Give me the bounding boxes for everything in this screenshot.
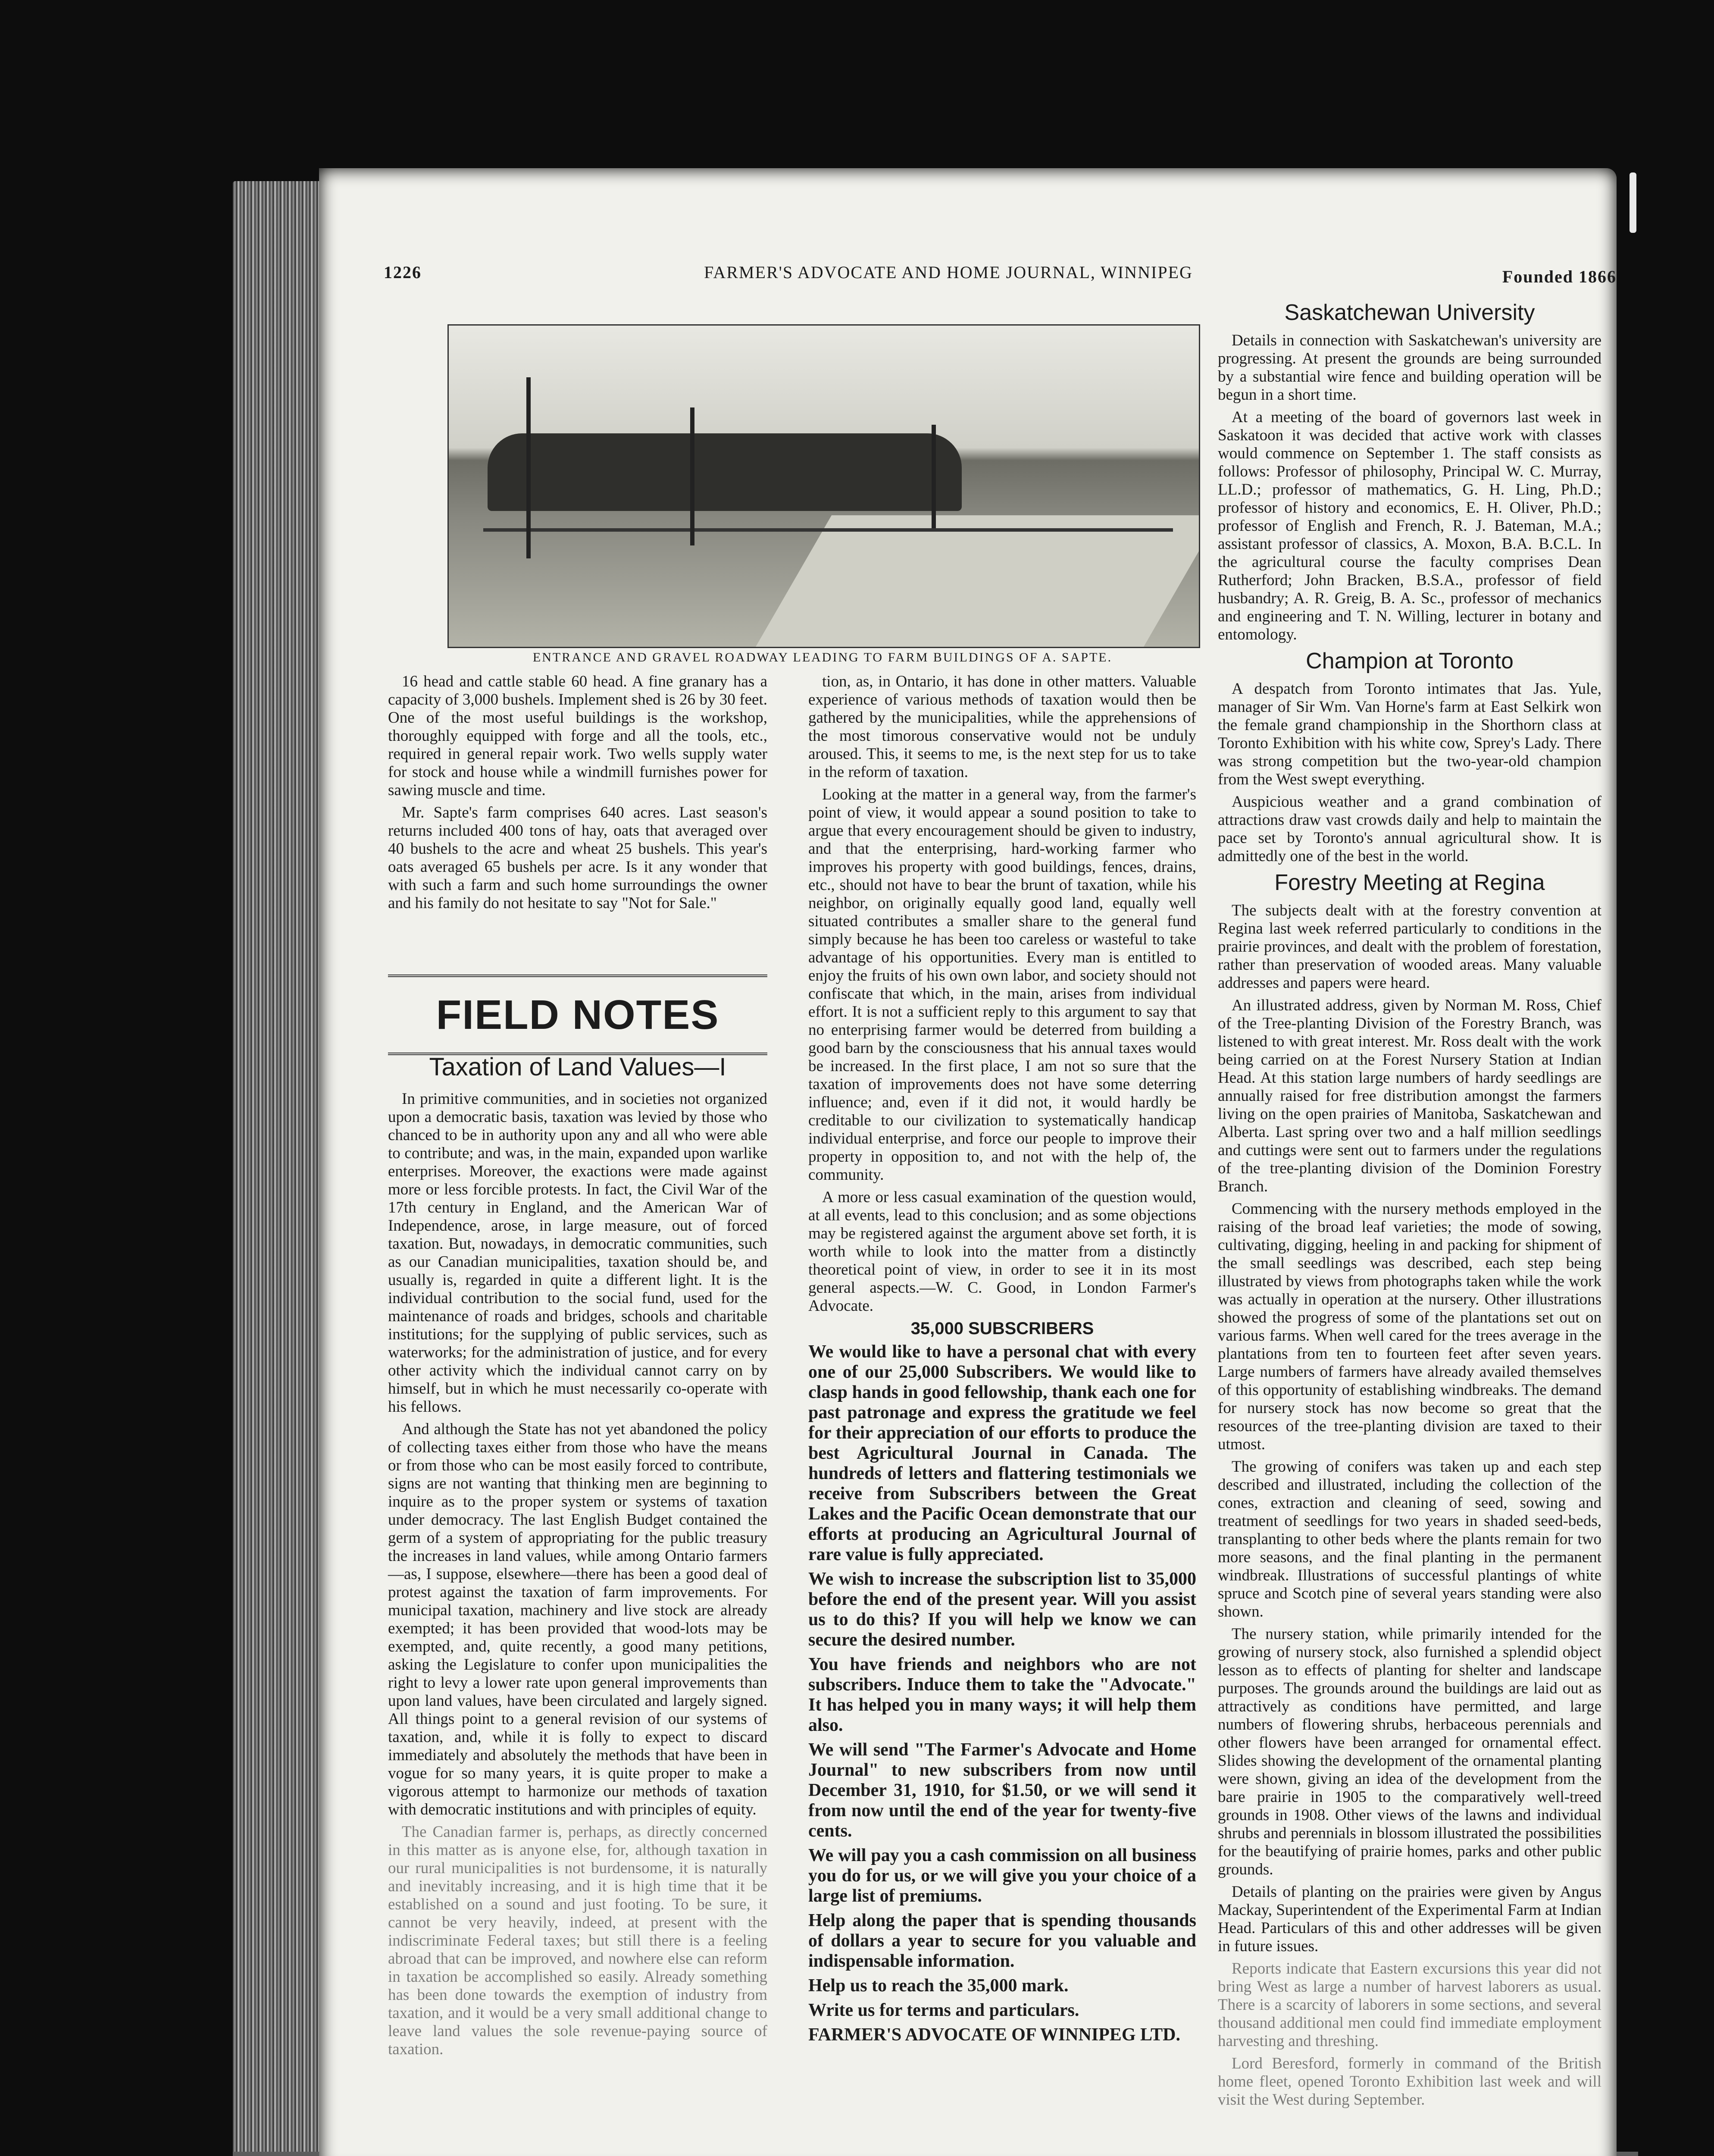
column-1-top	[388, 673, 767, 917]
paragraph: 16 head and cattle stable 60 head. A fine granary has a capacity of 3,000 bushels. Implement shed is 26 by 30 feet. One of the most useful buildings is the workshop, thoroughly equipped with forge and all the tools, etc., required in general repair work. Two wells supply water for stock and house while a windmill furnishes power for sawing muscle and time.	[388, 673, 767, 799]
saskatchewan-heading: Saskatchewan University	[1284, 300, 1535, 325]
farm-photo	[447, 324, 1200, 648]
photo-tree-line	[488, 433, 962, 511]
photo-pole	[690, 407, 694, 545]
page-header	[384, 262, 1617, 297]
paragraph: Commencing with the nursery methods employed in the raising of the broad leaf varieties; the mode of sowing, cultivating, digging, heeling in and packing for shipment of the small seedlings was described, each step being illustrated by views from photographs taken while the work was actually in operation at the nursery. Other illustrations showed the progress of some of the plantations set out on various farms. When well cared for the trees average in the plantations from ten to fourteen feet after seven years. Large numbers of farmers have already availed themselves of this opportunity of establishing windbreaks. The demand for nursery stock has now become so great that the resources of the tree-planting division are taxed to their utmost.	[1218, 1200, 1601, 1453]
column-3	[1218, 300, 1601, 2113]
paragraph: The nursery station, while primarily intended for the growing of nursery stock, also furnished a splendid object lesson as to effects of planting for shelter and landscape purposes. The grounds around the buildings are laid out as attractively as conditions have permitted, and large numbers of flowering shrubs, herbaceous perennials and other flowers have been arranged for ornamental effect. Slides showing the development of the ornamental planting were shown, giving an idea of the development from the bare prairie in 1905 to the comparatively well-treed grounds in 1908. Other views of the lawns and individual shrubs and perennials in blossom illustrated the possibilities for the beautifying of prairie homes, parks and other public grounds.	[1218, 1625, 1601, 1878]
page-number: 1226	[384, 263, 422, 282]
paragraph: The Canadian farmer is, perhaps, as directly concerned in this matter as is anyone else, for, although taxation in our rural municipalities is not burdensome, it is naturally and inevitably increasing, and it is high time that it be established on a sound and just footing. To be sure, it cannot be very heavily, indeed, at present with the indiscriminate Federal taxes; but still there is a feeling abroad that can be improved, and nowhere else can reform in taxation be accomplished so easily. Already something has been done towards the exemption of industry from taxation, and it would be a very small additional change to leave land values the sole revenue-paying source of taxation.	[388, 1823, 767, 2058]
photo-fence	[483, 528, 1173, 532]
photo-pole	[932, 425, 936, 528]
taxation-article	[388, 1052, 767, 2063]
founded-label: Founded 1866	[1502, 267, 1617, 286]
paragraph: A despatch from Toronto intimates that Jas. Yule, manager of Sir Wm. Van Horne's farm at East Selkirk won the female grand championship in the Shorthorn class at Toronto Exhibition with his white cow, Sprey's Lady. There was strong competition but the two-year-old champion from the West swept everything.	[1218, 680, 1601, 788]
subscribers-paragraph: Write us for terms and particulars.	[808, 2000, 1079, 2020]
paragraph: And although the State has not yet abandoned the policy of collecting taxes either from those who have the means or from those who can be most easily forced to contribute, signs are not wanting that thinking men are beginning to inquire as to the proper system or systems of taxation under democracy. The last English Budget contained the germ of a system of appropriating for the public treasury the increases in land values, while among Ontario farmers—as, I suppose, elsewhere—there has been a good deal of protest against the taxation of farm improvements. For municipal taxation, machinery and live stock are already exempted; it has been provided that wood-lots may be exempted, and, quite recently, a good many petitions, asking the Legislature to confer upon municipalities the right to levy a lower rate upon general improvements than upon land values, have been circulated and largely signed. All things point to a general revision of our systems of taxation, and, while it is folly to expect to discard immediately and absolutely the methods that have been in vogue for so many years, it is quite proper to make a vigorous attempt to harmonize our methods of taxation with democratic institutions and with principles of equity.	[388, 1420, 767, 1818]
paragraph: Lord Beresford, formerly in command of the British home fleet, opened Toronto Exhibition last week and will visit the West during September.	[1218, 2055, 1601, 2109]
subscribers-paragraph: We will send "The Farmer's Advocate and Home Journal" to new subscribers from now until December 31, 1910, for $1.50, or we will send it from now until the end of the year for twenty-five cents.	[808, 1740, 1196, 1841]
book-page-edges	[233, 181, 332, 2156]
subscribers-paragraph: Help us to reach the 35,000 mark.	[808, 1976, 1069, 1996]
magazine-page	[319, 168, 1617, 2156]
paragraph: tion, as, in Ontario, it has done in other matters. Valuable experience of various methods of taxation would then be gathered by the municipalities, while the apprehensions of the most timorous conservative would not be unduly aroused. This, it seems to me, is the next step for us to take in the reform of taxation.	[808, 673, 1196, 781]
paragraph: Looking at the matter in a general way, from the farmer's point of view, it would appear a sound position to take to argue that every encouragement should be given to industry, and that the enterprising, hard-working farmer who improves his property with good buildings, fences, drains, etc., should not have to bear the brunt of taxation, while his neighbor, on originally equally good land, equally well situated contributes a smaller share to the general fund simply because he has been too careless or wasteful to take advantage of his opportunities. Every man is entitled to enjoy the fruits of his own own labor, and society should not confiscate that which, in the main, arises from individual effort. It is not a sufficient reply to this argument to say that no enterprising farmer would be deterred from building a good barn by the consciousness that his annual taxes would be increased. In the first place, I am not so sure that the taxation of improvements does not have some deterring influence; and, even if it did not, it would hardly be creditable to our civilization to systematically handicap individual enterprise, and force our people to improve their property in opposition to, and not with the help of, the community.	[808, 786, 1196, 1184]
photo-roadway	[756, 515, 1200, 647]
paragraph: At a meeting of the board of governors last week in Saskatoon it was decided that active work with classes would commence on September 1. The staff consists as follows: Professor of philosophy, Principal W. C. Murray, LL.D.; professor of mathematics, G. H. Ling, Ph.D.; professor of history and economics, E. H. Oliver, Ph.D.; professor of English and French, R. J. Bateman, M.A.; assistant professor of classics, A. Moxon, B.A. B.C.L. In the agricultural course the faculty comprises Dean Rutherford; John Bracken, B.S.A., professor of field husbandry; A. R. Greig, B. A. Sc., professor of mechanics and engineering and T. N. Willing, lecturer in botany and entomology.	[1218, 408, 1601, 643]
paragraph: Details in connection with Saskatchewan's university are progressing. At present the grounds are being surrounded by a substantial wire fence and building operation will be begun in a short time.	[1218, 332, 1601, 404]
paragraph: The growing of conifers was taken up and each step described and illustrated, including the collection of the cones, extraction and cleaning of seed, sowing and treatment of seedlings for two years in shaded seed-beds, transplanting to other beds where the plants remain for two more seasons, and the final planting in the permanent windbreak. Illustrations of successful plantings of white spruce and Scotch pine of several years standing were also shown.	[1218, 1458, 1601, 1620]
paragraph: A more or less casual examination of the question would, at all events, lead to this conclusion; and as some objections may be registered against the argument above set forth, it is worth while to look into the matter from a distinctly theoretical point of view, in order to see it in its most general aspects.—W. C. Good, in London Farmer's Advocate.	[808, 1188, 1196, 1315]
paragraph: Auspicious weather and a grand combination of attractions draw vast crowds daily and help to maintain the pace set by Toronto's annual agricultural show. It is admittedly one of the best in the world.	[1218, 793, 1601, 865]
publication-title: FARMER'S ADVOCATE AND HOME JOURNAL, WINNIPEG	[704, 263, 1193, 282]
paragraph: Details of planting on the prairies were given by Angus Mackay, Superintendent of the Experimental Farm at Indian Head. Particulars of this and other addresses will be given in future issues.	[1218, 1883, 1601, 1955]
column-2	[808, 673, 1196, 2049]
subscribers-paragraph: Help along the paper that is spending thousands of dollars a year to secure for you valuable and indispensable information.	[808, 1911, 1196, 1971]
photo-caption: ENTRANCE AND GRAVEL ROADWAY LEADING TO FARM BUILDINGS OF A. SAPTE.	[532, 650, 1113, 664]
subscribers-heading: 35,000 SUBSCRIBERS	[910, 1319, 1094, 1338]
subscribers-paragraph: We will pay you a cash commission on all business you do for us, or we will give you your choice of a large list of premiums.	[808, 1846, 1196, 1906]
paragraph: In primitive communities, and in societies not organized upon a democratic basis, taxation was levied by those who chanced to be in authority upon any and all who were able to contribute; and was, in the main, expanded upon warlike enterprises. Moreover, the exactions were made against more or less forcible protests. In fact, the Civil War of the 17th century in England, and the American War of Independence, arose, in large measure, out of forced taxation. But, nowadays, in democratic communities, such as our Canadian municipalities, taxation should be, and usually is, regarded in quite a different light. It is the individual contribution to the social fund, used for the maintenance of roads and bridges, schools and charitable institutions; for the supplying of public services, such as waterworks; for the administration of justice, and for every other activity which the individual cannot carry on by himself, but in which he must necessarily co-operate with his fellows.	[388, 1090, 767, 1416]
subscribers-paragraph: You have friends and neighbors who are not subscribers. Induce them to take the "Advocate." It has helped you in many ways; it will help them also.	[808, 1655, 1196, 1735]
subscribers-paragraph: We would like to have a personal chat with every one of our 25,000 Subscribers. We would like to clasp hands in good fellowship, thank each one for past patronage and express the gratitude we feel for their appreciation of our efforts to produce the best Agricultural Journal in Canada. The hundreds of letters and flattering testimonials we receive from Subscribers between the Great Lakes and the Pacific Ocean demonstrate that our efforts at producing an Agricultural Journal of rare value is fully appreciated.	[808, 1342, 1196, 1564]
publisher-signature: FARMER'S ADVOCATE OF WINNIPEG LTD.	[808, 2025, 1180, 2045]
paragraph: Reports indicate that Eastern excursions this year did not bring West as large a number of harvest laborers as usual. There is a scarcity of laborers in some sections, and several thousand additional men could find immediate employment harvesting and threshing.	[1218, 1960, 1601, 2050]
champion-heading: Champion at Toronto	[1306, 649, 1514, 674]
subscribers-paragraph: We wish to increase the subscription list to 35,000 before the end of the present year. Will you assist us to do this? If you will help we know we can secure the desired number.	[808, 1569, 1196, 1650]
photo-pole	[526, 377, 531, 558]
taxation-heading: Taxation of Land Values—I	[429, 1053, 726, 1081]
paragraph: Mr. Sapte's farm comprises 640 acres. Last season's returns included 400 tons of hay, oats that averaged over 40 bushels to the acre and wheat 25 bushels. This year's oats averaged 65 bushels per acre. Is it any wonder that with such a farm and such home surroundings the owner and his family do not hesitate to say "Not for Sale."	[388, 804, 767, 912]
edge-marker-3	[1630, 172, 1636, 233]
paragraph: The subjects dealt with at the forestry convention at Regina last week referred particularly to conditions in the prairie provinces, and dealt with the problem of forestation, rather than preservation of wooded areas. Many valuable addresses and papers were heard.	[1218, 902, 1601, 992]
field-notes-heading: FIELD NOTES	[388, 975, 767, 1055]
paragraph: An illustrated address, given by Norman M. Ross, Chief of the Tree-planting Division of the Forestry Branch, was listened to with great interest. Mr. Ross dealt with the work being carried on at the Forest Nursery Station at Indian Head. At this station large numbers of hardy seedlings are annually raised for free distribution amongst the farmers living on the open prairies of Manitoba, Saskatchewan and Alberta. Last spring over two and a half million seedlings and cuttings were sent out to farmers under the regulations of the tree-planting division of the Dominion Forestry Branch.	[1218, 997, 1601, 1195]
forestry-heading: Forestry Meeting at Regina	[1274, 870, 1545, 895]
